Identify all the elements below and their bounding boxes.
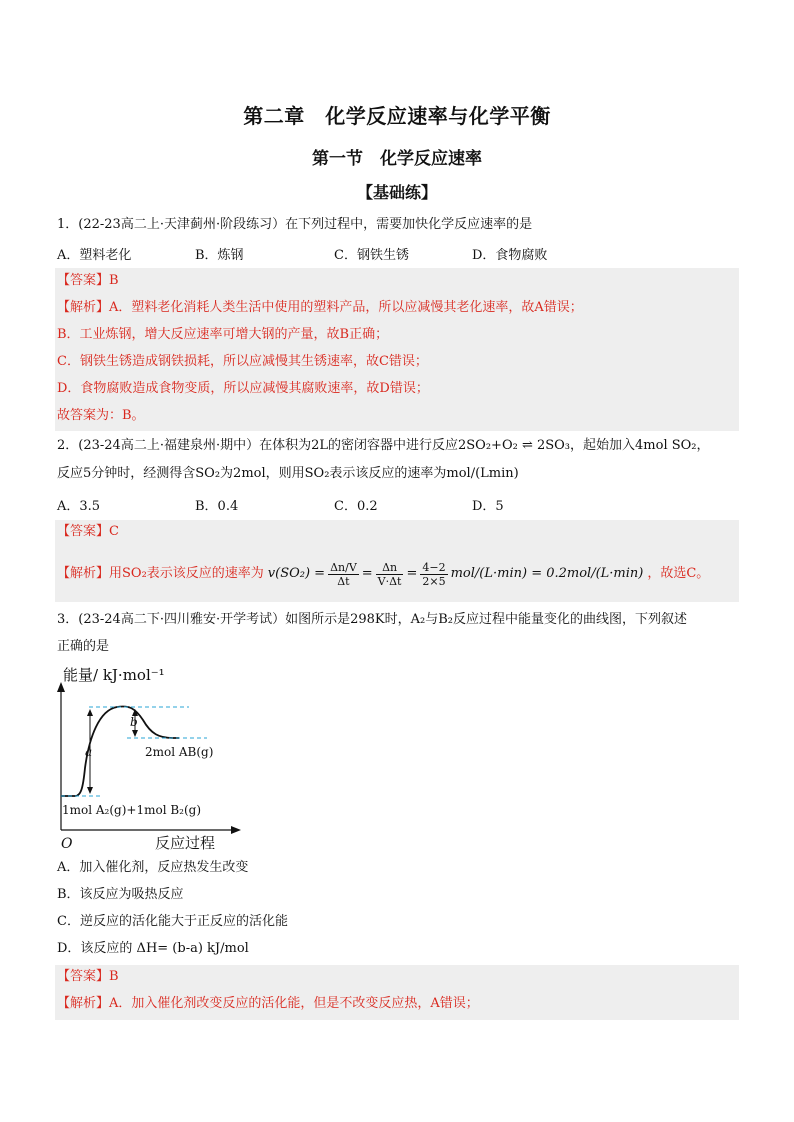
q3-stem-line1: 3．(23-24高二下·四川雅安·开学考试）如图所示是298K时，A₂与B₂反应过程中能量变化的曲线图，下列叙述	[57, 612, 687, 627]
q2-option-c: C．0.2	[334, 499, 378, 514]
q1-analysis-line: 故答案为：B。	[57, 408, 145, 423]
q2-fraction-1-numerator: Δn/V	[330, 560, 357, 574]
q3-option-a: A．加入催化剂，反应热发生改变	[57, 860, 249, 875]
q1-option-c: C．钢铁生锈	[334, 248, 409, 263]
q2-fraction-1	[328, 561, 359, 588]
q1-analysis-line: 【解析】A．塑料老化消耗人类生活中使用的塑料产品，所以应减慢其老化速率，故A错误；	[57, 300, 583, 315]
q3-option-d: D．该反应的 ΔH= (b-a) kJ/mol	[57, 941, 249, 956]
q2-equals-sign: =	[406, 566, 418, 581]
q3-analysis: 【解析】A．加入催化剂改变反应的活化能，但是不改变反应热，A错误；	[57, 996, 479, 1011]
q1-answer: 【答案】B	[57, 273, 119, 288]
diagram-x-axis-arrow-icon	[231, 826, 241, 834]
q1-option-a: A．塑料老化	[57, 248, 132, 263]
q2-fraction-3-denominator: 2×5	[422, 574, 446, 588]
arrow-down-icon	[87, 787, 93, 794]
q1-analysis-line: D．食物腐败造成食物变质，所以应减慢其腐败速率，故D错误；	[57, 381, 429, 396]
q2-fraction-3	[420, 561, 447, 588]
q1-analysis-line: C．钢铁生锈造成钢铁损耗，所以应减慢其生锈速率，故C错误；	[57, 354, 428, 369]
q2-fraction-2	[376, 561, 404, 588]
q3-option-c: C．逆反应的活化能大于正反应的活化能	[57, 914, 288, 929]
q2-answer: 【答案】C	[57, 524, 119, 539]
section-title: 第一节 化学反应速率	[312, 149, 482, 169]
label-b: b	[130, 715, 138, 729]
label-a: a	[85, 745, 93, 759]
energy-profile-diagram	[55, 658, 255, 858]
q2-stem-prefix: 2．(23-24高二上·福建泉州·期中）在体积为2L的密闭容器中进行反应	[57, 438, 458, 453]
q2-analysis-prefix: 【解析】用SO₂表示该反应的速率为	[57, 566, 264, 581]
q2-formula-rhs: mol/(L·min) = 0.2mol/(L·min)	[450, 566, 644, 581]
q2-stem-line2: 反应5分钟时，经测得含SO₂为2mol，则用SO₂表示该反应的速率为mol/(Lmin)	[57, 466, 519, 481]
q2-equation: 2SO₂+O₂ ⇌ 2SO₃	[458, 438, 571, 453]
product-label: 2mol AB(g)	[145, 745, 214, 759]
q2-analysis	[57, 552, 709, 596]
q1-answer-panel	[55, 268, 739, 431]
diagram-x-axis-label: 反应过程	[155, 834, 216, 852]
q2-fraction-3-numerator: 4−2	[422, 560, 446, 574]
exercise-tag: 【基础练】	[356, 183, 437, 202]
q2-option-d: D．5	[472, 499, 504, 514]
q2-fraction-1-denominator: Δt	[337, 574, 350, 588]
q2-equals-sign: =	[361, 566, 373, 581]
q2-stem-suffix: ，起始加入4mol SO₂，	[570, 438, 710, 453]
q1-option-b: B．炼钢	[195, 248, 244, 263]
q1-stem: 1．(22-23高二上·天津蓟州·阶段练习）在下列过程中，需要加快化学反应速率的是	[57, 217, 533, 232]
q3-option-b: B．该反应为吸热反应	[57, 887, 184, 902]
q2-option-a: A．3.5	[57, 499, 101, 514]
arrow-up-icon	[87, 709, 93, 716]
q2-option-b: B．0.4	[195, 499, 239, 514]
diagram-y-axis-label: 能量/ kJ·mol⁻¹	[63, 666, 165, 684]
q1-option-d: D．食物腐败	[472, 248, 548, 263]
arrow-down-icon	[132, 730, 138, 737]
q2-analysis-suffix: ，故选C。	[647, 566, 710, 581]
q3-answer: 【答案】B	[57, 969, 119, 984]
q2-stem-line1	[57, 437, 710, 455]
q3-stem-line2: 正确的是	[57, 639, 110, 654]
diagram-origin: O	[61, 836, 73, 852]
chapter-title: 第二章 化学反应速率与化学平衡	[243, 104, 551, 128]
reactant-label: 1mol A₂(g)+1mol B₂(g)	[62, 803, 202, 817]
q1-analysis-line: B．工业炼钢，增大反应速率可增大钢的产量，故B正确；	[57, 327, 389, 342]
q2-formula-lhs: v(SO₂) =	[267, 566, 326, 581]
q2-fraction-2-numerator: Δn	[376, 561, 404, 575]
q2-fraction-2-denominator: V·Δt	[377, 574, 402, 588]
